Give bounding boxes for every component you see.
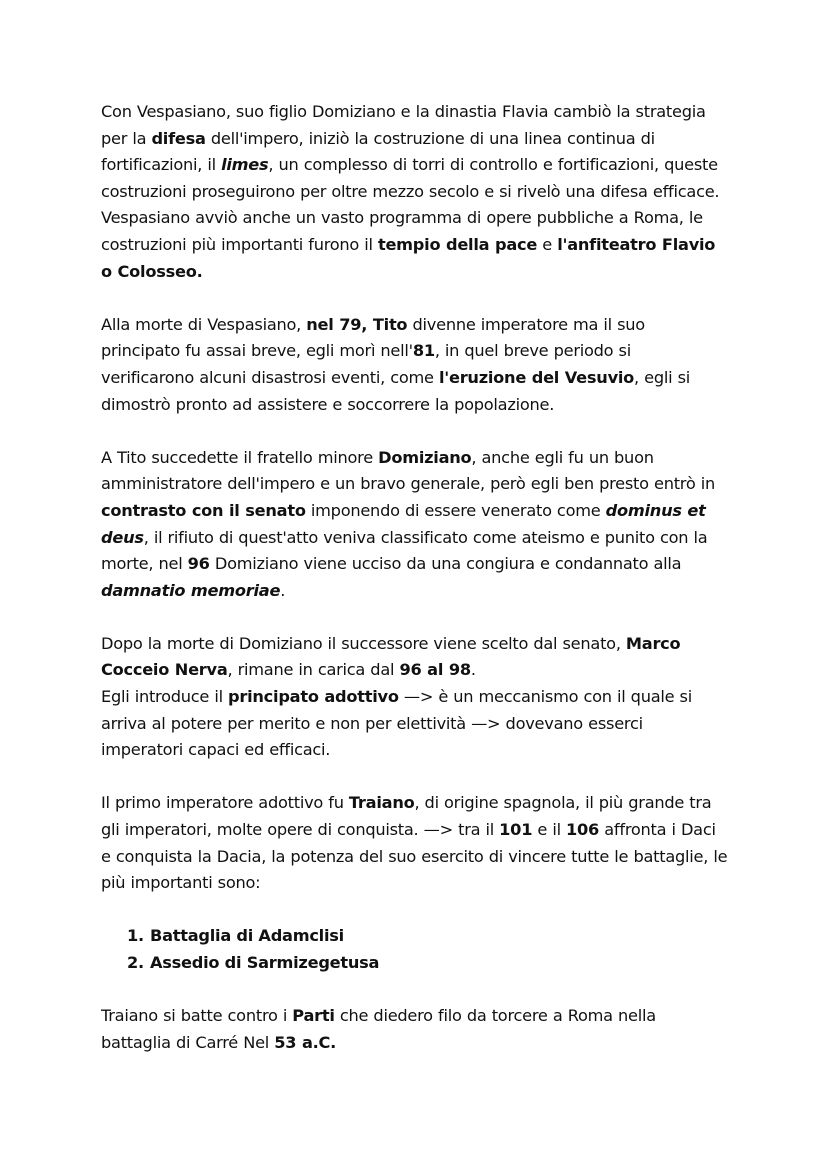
bold-text: 96 al 98: [399, 660, 471, 680]
paragraph-tito: [101, 312, 728, 418]
text-run: divenne imperatore ma il suo principato fu assai breve, egli morì nell': [101, 314, 645, 361]
bold-text: contrasto con il senato: [101, 500, 306, 520]
paragraph-flavi: [101, 99, 728, 285]
spacer: [101, 897, 728, 924]
text-run: , anche egli fu un buon amministratore dell'impero e un bravo generale, però egli ben presto entrò in: [101, 447, 715, 494]
text-run: .: [280, 580, 286, 600]
text-run: dell'impero, iniziò la costruzione di una linea continua di fortificazioni, il: [101, 128, 655, 175]
paragraph-traiano: [101, 790, 728, 896]
paragraph-parti: [101, 1003, 728, 1056]
text-run: e il: [532, 820, 567, 840]
text-run: Traiano si batte contro i: [101, 1006, 293, 1026]
text-run: che diedero filo da torcere a Roma nella battaglia di Carré Nel: [101, 1006, 656, 1052]
text-run: , di origine spagnola, il più grande tra gli imperatori, molte opere di conquista. —> tra il: [101, 793, 712, 840]
bold-text: nel 79, Tito: [306, 314, 408, 334]
text-run: , il rifiuto di quest'atto veniva classificato come ateismo e punito con la morte, nel: [101, 527, 708, 574]
text-run: , un complesso di torri di controllo e fortificazioni, queste costruzioni proseguirono per oltre mezzo secolo e si rivelò una difesa efficace. Vespasiano avviò anche un vasto programma di opere pubbliche a Roma, le costruzioni più importanti furono il: [101, 155, 720, 254]
emphasis-text: limes: [221, 155, 269, 175]
text-run: , egli si dimostrò pronto ad assistere e soccorrere la popolazione.: [101, 367, 690, 414]
bold-text: tempio della pace: [377, 234, 538, 254]
text-run: .: [470, 660, 476, 680]
spacer: [101, 285, 728, 312]
bold-text: Parti: [292, 1006, 335, 1026]
text-run: A Tito succedette il fratello minore: [101, 447, 379, 467]
text-run: Il primo imperatore adottivo fu: [101, 793, 349, 813]
bold-text: 53 a.C.: [274, 1032, 337, 1052]
paragraph-domiziano: [101, 445, 728, 605]
text-run: , in quel breve periodo si verificarono alcuni disastrosi eventi, come: [101, 341, 631, 387]
text-run: Con Vespasiano, suo figlio Domiziano e la dinastia Flavia cambiò la strategia per la: [101, 102, 706, 148]
paragraph-nerva: [101, 631, 728, 684]
text-run: imponendo di essere venerato come: [305, 500, 606, 520]
list-item-label: Assedio di Sarmizegetusa: [150, 953, 380, 972]
text-run: Dopo la morte di Domiziano il successore viene scelto dal senato,: [101, 633, 626, 653]
text-run: affronta i Daci e conquista la Dacia, la potenza del suo esercito di vincere tutte le battaglie, le più importanti sono:: [101, 820, 728, 893]
spacer: [101, 604, 728, 631]
text-run: , rimane in carica dal: [227, 660, 400, 680]
battles-list: [101, 923, 728, 976]
emphasis-text: damnatio memoriae: [101, 580, 281, 600]
bold-text: 106: [566, 820, 600, 840]
list-item-label: Battaglia di Adamclisi: [150, 926, 344, 946]
spacer: [101, 764, 728, 791]
list-number: 1.: [127, 926, 144, 946]
bold-text: Marco Cocceio Nerva: [101, 633, 681, 680]
bold-text: [221, 155, 268, 174]
text-run: Domiziano viene ucciso da una congiura e condannato alla: [209, 554, 682, 574]
bold-text: 96: [187, 554, 210, 574]
bold-text: l'eruzione del Vesuvio: [438, 367, 635, 387]
bold-text: Traiano: [348, 793, 415, 813]
bold-text: Domiziano: [378, 447, 472, 467]
list-item: [101, 950, 728, 977]
paragraph-principato-adottivo: [101, 684, 728, 764]
list-item: [101, 923, 728, 950]
list-number: 2.: [127, 953, 144, 972]
text-run: —> è un meccanismo con il quale si arriva al potere per merito e non per elettività —> dovevano esserci imperatori capaci ed efficaci.: [101, 687, 692, 760]
bold-text: [101, 581, 280, 600]
spacer: [101, 977, 728, 1004]
emphasis-text: dominus et deus: [101, 500, 706, 547]
bold-text: 101: [499, 820, 533, 840]
bold-text: 81: [412, 341, 435, 361]
text-run: Egli introduce il: [101, 687, 229, 707]
bold-text: difesa: [151, 128, 206, 148]
spacer: [101, 418, 728, 445]
text-run: e: [537, 234, 558, 254]
bold-text: l'anfiteatro Flavio o Colosseo.: [101, 234, 716, 281]
bold-text: principato adottivo: [228, 687, 399, 707]
text-run: Alla morte di Vespasiano,: [101, 314, 307, 334]
